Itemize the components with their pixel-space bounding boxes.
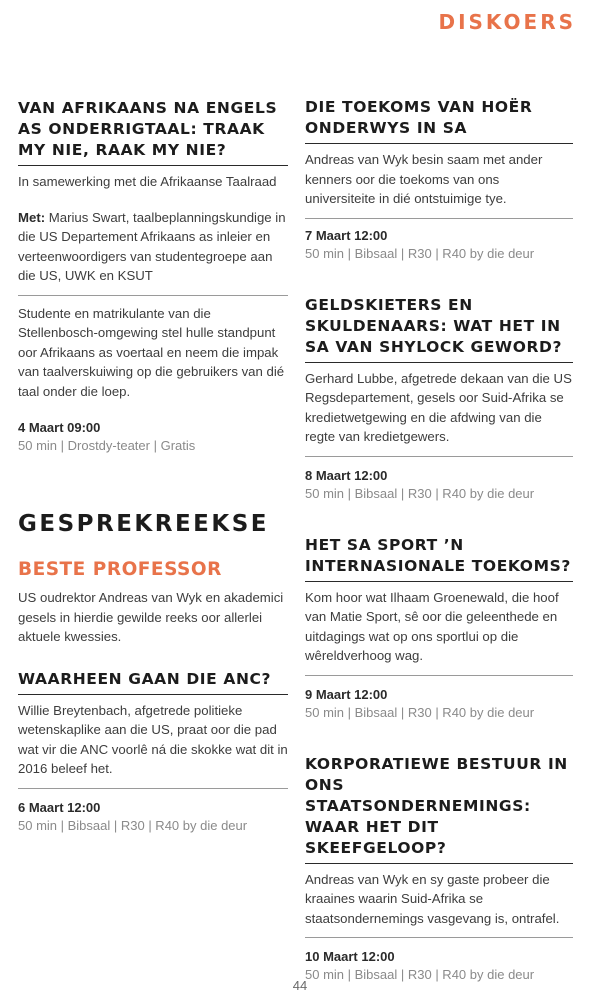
event-description: Willie Breytenbach, afgetrede politieke wetenskaplike aan die US, praat oor die pad wat vir die ANC voorlê ná die skokke wat dit in 2016 beleef het. [18, 702, 288, 776]
series-subheading: BESTE PROFESSOR [18, 559, 222, 580]
left-column [18, 98, 288, 835]
event-card [305, 295, 573, 503]
event-info: 50 min | Drostdy-teater | Gratis [18, 438, 196, 453]
event-title: KORPORATIEWE BESTUUR IN ONS STAATSONDERNEMINGS: WAAR HET DIT SKEEFGELOOP? [305, 754, 573, 864]
divider [305, 675, 573, 676]
divider [305, 218, 573, 219]
participants-text: Marius Swart, taalbeplanningskundige in die US Departement Afrikaans as inleier en verteenwoordigers van studentegroepe aan die US, UWK en KSUT [18, 209, 286, 283]
event-description: Studente en matrikulante van die Stellenbosch-omgewing stel hulle standpunt oor Afrikaans as voertaal en neem die impak van taalverskuiwing op die gebruikers van dié taal onder die loep. [18, 305, 285, 399]
participants-label: Met: [18, 209, 46, 225]
event-date: 9 Maart 12:00 [305, 686, 388, 702]
event-description: Andreas van Wyk en sy gaste probeer die kraaines waarin Suid-Afrika se staatsondernemings vasgevang is, ontrafel. [305, 871, 560, 926]
divider [18, 788, 288, 789]
divider [305, 937, 573, 938]
event-description: Gerhard Lubbe, afgetrede dekaan van die US Regsdepartement, gesels oor Suid-Afrika se kredietwetgewing en die afdwing van die regte van kredietgewers. [305, 370, 572, 444]
event-info: 50 min | Bibsaal | R30 | R40 by die deur [305, 485, 535, 501]
right-column [305, 97, 573, 984]
event-title: GELDSKIETERS EN SKULDENAARS: WAT HET IN SA VAN SHYLOCK GEWORD? [305, 295, 573, 363]
series-intro: US oudrektor Andreas van Wyk en akademici gesels in hierdie gewilde reeks oor allerlei aktuele kwessies. [18, 590, 284, 644]
event-info: 50 min | Bibsaal | R30 | R40 by die deur [305, 245, 535, 261]
event-card [305, 754, 573, 985]
divider [305, 456, 573, 457]
event-card [305, 535, 573, 722]
event-date: 6 Maart 12:00 [18, 799, 101, 815]
event-title: HET SA SPORT ’N INTERNASIONALE TOEKOMS? [305, 535, 573, 582]
event-card [18, 669, 288, 835]
divider [18, 295, 288, 296]
series-heading: GESPREKREEKSE [18, 511, 269, 537]
page-number: 44 [292, 978, 308, 993]
event-title: VAN AFRIKAANS NA ENGELS AS ONDERRIGTAAL: TRAAK MY NIE, RAAK MY NIE? [18, 98, 288, 166]
event-date: 10 Maart 12:00 [305, 949, 395, 964]
event-info: 50 min | Bibsaal | R30 | R40 by die deur [305, 704, 535, 720]
event-participants [18, 208, 288, 286]
event-description: Kom hoor wat Ilhaam Groenewald, die hoof van Matie Sport, sê oor die geleenthede en uitdagings wat op ons sportlui op die wêreldverhoog wag. [305, 589, 559, 663]
event-description: Andreas van Wyk besin saam met ander kenners oor die toekoms van ons universiteite in dié ontstuimige tye. [305, 152, 543, 206]
event-card [18, 98, 288, 455]
event-date: 8 Maart 12:00 [305, 467, 388, 483]
event-date: 7 Maart 12:00 [305, 227, 388, 243]
section-label: DISKOERS [438, 10, 576, 34]
event-info: 50 min | Bibsaal | R30 | R40 by die deur [18, 817, 248, 833]
event-card [305, 97, 573, 263]
event-title: WAARHEEN GAAN DIE ANC? [18, 669, 288, 695]
event-date: 4 Maart 09:00 [18, 420, 101, 435]
event-title: DIE TOEKOMS VAN HOËR ONDERWYS IN SA [305, 97, 573, 144]
event-partner: In samewerking met die Afrikaanse Taalraad [18, 174, 277, 189]
event-info: 50 min | Bibsaal | R30 | R40 by die deur [305, 967, 535, 982]
